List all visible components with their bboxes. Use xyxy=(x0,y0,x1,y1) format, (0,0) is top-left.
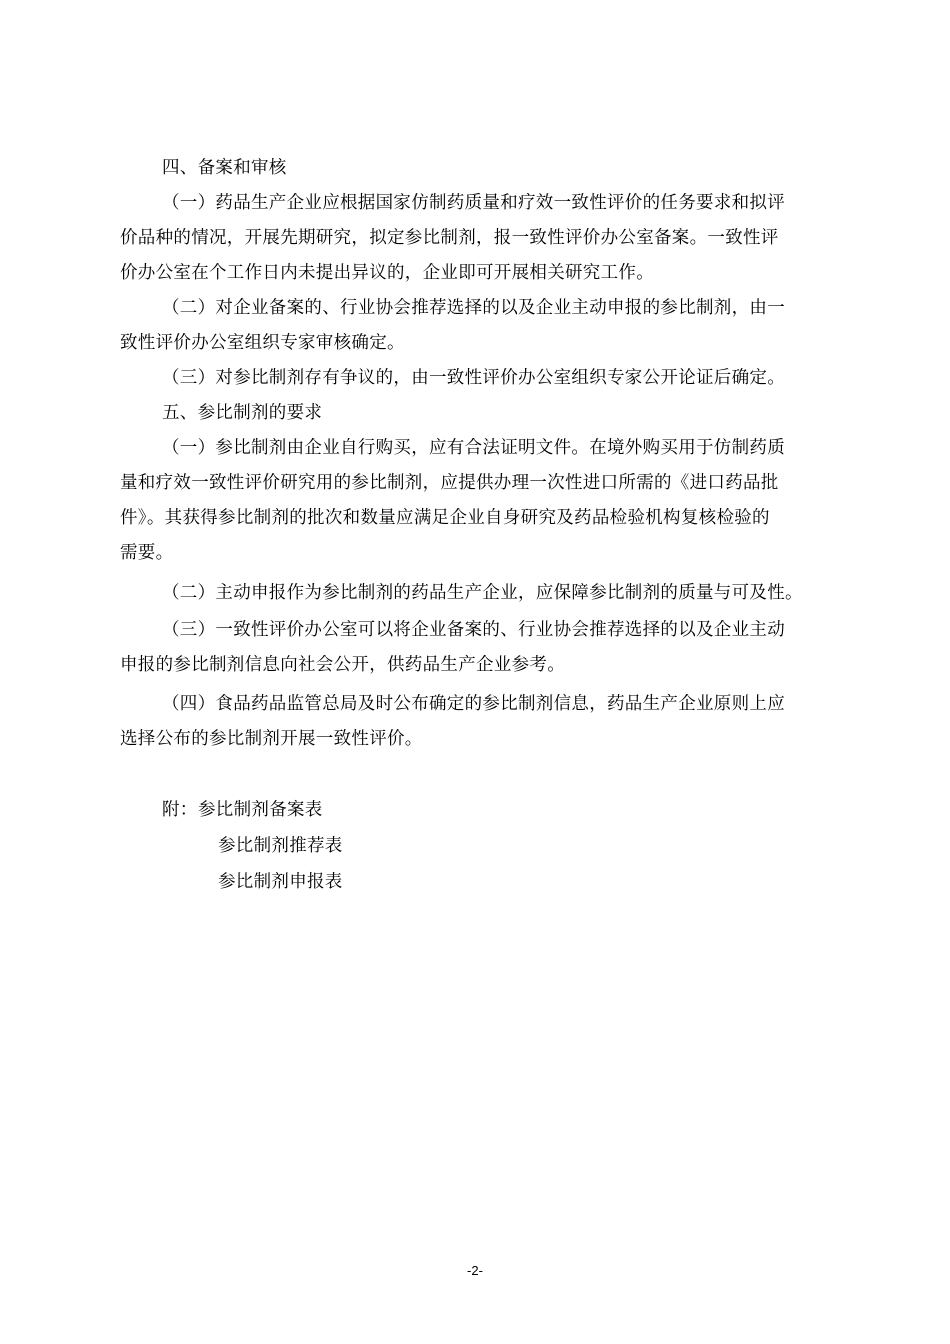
section-heading-4: 四、备案和审核 xyxy=(162,158,287,178)
paragraph-line: 致性评价办公室组织专家审核确定。 xyxy=(120,333,405,353)
paragraph-line: （一）药品生产企业应根据国家仿制药质量和疗效一致性评价的任务要求和拟评 xyxy=(162,193,785,213)
paragraph-line: （四）食品药品监管总局及时公布确定的参比制剂信息，药品生产企业原则上应 xyxy=(162,694,785,714)
paragraph-line: （二）主动申报作为参比制剂的药品生产企业，应保障参比制剂的质量与可及性。 xyxy=(162,583,803,603)
paragraph-line: 价办公室在个工作日内未提出异议的，企业即可开展相关研究工作。 xyxy=(120,263,654,283)
paragraph-line: 量和疗效一致性评价研究用的参比制剂，应提供办理一次性进口所需的《进口药品批 xyxy=(120,473,779,493)
paragraph-line: 选择公布的参比制剂开展一致性评价。 xyxy=(120,729,423,749)
attachment-item: 参比制剂申报表 xyxy=(218,872,343,892)
paragraph-line: 件》。其获得参比制剂的批次和数量应满足企业自身研究及药品检验机构复核检验的 xyxy=(120,508,770,528)
paragraph-line: 申报的参比制剂信息向社会公开，供药品生产企业参考。 xyxy=(120,655,565,675)
paragraph-line: （三）一致性评价办公室可以将企业备案的、行业协会推荐选择的以及企业主动 xyxy=(162,620,785,640)
paragraph-line: 价品种的情况，开展先期研究，拟定参比制剂，报一致性评价办公室备案。一致性评 xyxy=(120,228,779,248)
attachment-item: 参比制剂推荐表 xyxy=(218,836,343,856)
paragraph-line: 需要。 xyxy=(120,543,174,563)
paragraph-line: （三）对参比制剂存有争议的，由一致性评价办公室组织专家公开论证后确定。 xyxy=(162,368,785,388)
section-heading-5: 五、参比制剂的要求 xyxy=(162,403,323,423)
paragraph-line: （二）对企业备案的、行业协会推荐选择的以及企业主动申报的参比制剂，由一 xyxy=(162,298,785,318)
attachments-label: 附： xyxy=(162,800,198,820)
attachment-item: 参比制剂备案表 xyxy=(198,800,323,820)
paragraph-line: （一）参比制剂由企业自行购买，应有合法证明文件。在境外购买用于仿制药质 xyxy=(162,438,785,458)
page-number: -2- xyxy=(467,1263,483,1278)
